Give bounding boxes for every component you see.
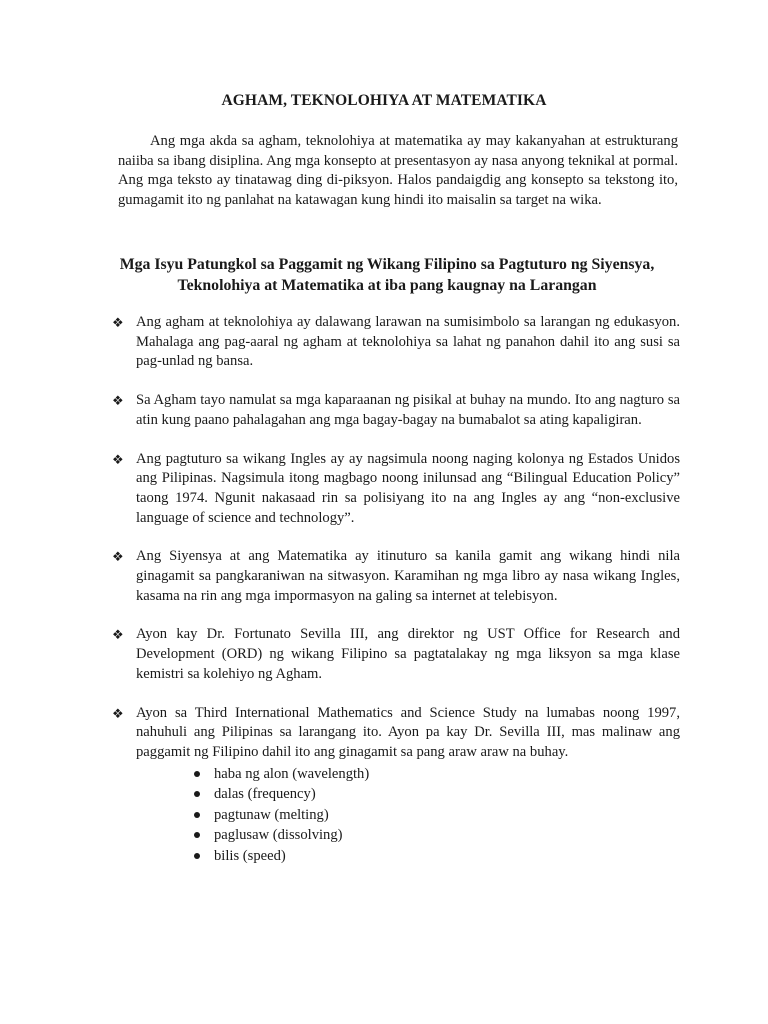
bullet-dot-icon <box>194 832 200 838</box>
intro-paragraph: Ang mga akda sa agham, teknolohiya at matematika ay may kakanyahan at estrukturang naiiba sa ibang disiplina. Ang mga konsepto at presentasyon ay nasa anyong teknikal at pormal. Ang mga teksto ay tinatawag ding di-piksyon. Halos pandaigdig ang konsepto sa tekstong ito, gumagamit ito ng panlahat na katawagan kung hindi ito maisalin sa target na wika. <box>118 133 678 209</box>
list-item-text: Ang agham at teknolohiya ay dalawang larawan na sumisimbolo sa larangan ng edukasyon. Mahalaga ang pag-aaral ng agham at teknolohiya sa lahat ng panahon dahil ito ang susi sa pag-unlad ng bansa. <box>136 314 680 370</box>
list-item <box>112 391 680 430</box>
list-item-text: Ang Siyensya at ang Matematika ay itinuturo sa kanila gamit ang wikang hindi nila ginagamit sa pangkaraniwan na sitwasyon. Karamihan ng mga libro ay nasa wikang Ingles, kasama na rin ang mga impormasyon na galing sa internet at telebisyon. <box>136 548 680 604</box>
term-item <box>194 825 680 846</box>
document-title: AGHAM, TEKNOLOHIYA AT MATEMATIKA <box>221 92 547 109</box>
list-item <box>112 313 680 372</box>
list-item-text: Sa Agham tayo namulat sa mga kaparaanan ng pisikal at buhay na mundo. Ito ang nagturo sa atin kung paano pahalagahan ang mga bagay-bagay na bumabalot sa ating kapaligiran. <box>136 392 680 428</box>
bullet-dot-icon <box>194 853 200 859</box>
diamond-bullet-icon: ❖ <box>112 705 124 721</box>
bullet-dot-icon <box>194 791 200 797</box>
term-text: paglusaw (dissolving) <box>214 827 343 844</box>
section-heading: Mga Isyu Patungkol sa Paggamit ng Wikang Filipino sa Pagtuturo ng Siyensya, Teknolohiya at Matematika at iba pang kaugnay na Larangan <box>119 256 655 294</box>
terms-list <box>136 764 680 867</box>
list-item <box>112 625 680 684</box>
list-item <box>112 547 680 606</box>
diamond-bullet-icon: ❖ <box>112 393 124 409</box>
list-item <box>112 704 680 867</box>
list-item-text: Ayon kay Dr. Fortunato Sevilla III, ang direktor ng UST Office for Research and Development (ORD) ng wikang Filipino sa pagtatalakay ng mga liksyon sa mga klase kemistri sa kolehiyo ng Agham. <box>136 626 680 682</box>
diamond-bullet-icon: ❖ <box>112 549 124 565</box>
list-item <box>112 450 680 529</box>
term-text: pagtunaw (melting) <box>214 806 329 823</box>
term-text: bilis (speed) <box>214 847 286 864</box>
diamond-bullet-icon: ❖ <box>112 627 124 643</box>
term-item <box>194 846 680 867</box>
diamond-bullet-icon: ❖ <box>112 451 124 467</box>
term-item <box>194 805 680 826</box>
term-text: haba ng alon (wavelength) <box>214 765 370 782</box>
issues-list <box>112 313 680 885</box>
bullet-dot-icon <box>194 812 200 818</box>
bullet-dot-icon <box>194 771 200 777</box>
term-item <box>194 764 680 785</box>
term-item <box>194 784 680 805</box>
term-text: dalas (frequency) <box>214 786 316 803</box>
list-item-text: Ang pagtuturo sa wikang Ingles ay ay nagsimula noong naging kolonya ng Estados Unidos ang Pilipinas. Nagsimula itong magbago noong inilunsad ang “Bilingual Education Policy” taong 1974. Ngunit nakasaad rin sa polisiyang ito na ang Ingles ay ang “non-exclusive language of science and technology”. <box>136 450 680 526</box>
diamond-bullet-icon: ❖ <box>112 315 124 330</box>
list-item-text: Ayon sa Third International Mathematics and Science Study na lumabas noong 1997, nahuhuli ang Pilipinas sa larangang ito. Ayon pa kay Dr. Sevilla III, mas malinaw ang paggamit ng Filipino dahil ito ang ginagamit sa pang araw araw na buhay. <box>136 704 680 760</box>
